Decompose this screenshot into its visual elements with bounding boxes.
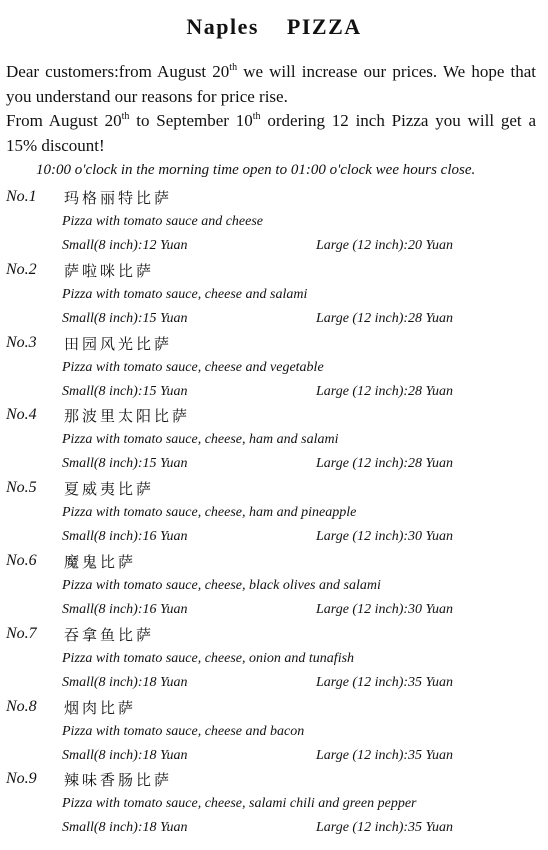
small-price: Small(8 inch):16 Yuan (62, 601, 188, 617)
item-name: 玛格丽特比萨 (64, 189, 173, 207)
small-price: Small(8 inch):15 Yuan (62, 456, 188, 472)
item-name: 辣味香肠比萨 (64, 771, 173, 790)
item-description: Pizza with tomato sauce, cheese, ham and pineapple (62, 505, 357, 521)
menu-item (0, 261, 548, 334)
menu-list (0, 188, 548, 843)
small-price: Small(8 inch):15 Yuan (62, 310, 188, 326)
large-price: Large (12 inch):20 Yuan (316, 238, 454, 253)
intro-text: From August 20 (6, 111, 122, 130)
item-description: Pizza with tomato sauce, cheese, black olives and salami (62, 577, 381, 593)
menu-item (0, 625, 548, 698)
intro-text: to September 10 (129, 111, 253, 130)
item-number: No.5 (6, 479, 37, 497)
small-price: Small(8 inch):12 Yuan (62, 238, 188, 253)
item-description: Pizza with tomato sauce, cheese, onion and tunafish (62, 650, 355, 666)
menu-item (0, 406, 548, 479)
page-title: Naples PIZZA (186, 14, 362, 39)
item-name: 吞拿鱼比萨 (64, 625, 155, 644)
small-price: Small(8 inch):18 Yuan (62, 747, 188, 763)
item-name: 田园风光比萨 (64, 334, 173, 353)
item-number: No.8 (6, 697, 37, 715)
item-description: Pizza with tomato sauce, cheese and bacon (62, 723, 305, 739)
menu-item (0, 770, 548, 843)
small-price: Small(8 inch):18 Yuan (62, 674, 188, 690)
intro-text: ordering 12 inch Pizza you will get a 15% discount! (6, 111, 536, 155)
ordinal-suffix: th (229, 62, 238, 73)
large-price: Large (12 inch):30 Yuan (316, 529, 454, 545)
menu-item (0, 479, 548, 552)
menu-item (0, 698, 548, 771)
large-price: Large (12 inch):28 Yuan (316, 383, 454, 399)
item-number: No.9 (6, 770, 37, 788)
large-price: Large (12 inch):35 Yuan (316, 674, 454, 690)
item-number: No.4 (6, 406, 37, 424)
small-price: Small(8 inch):18 Yuan (62, 820, 188, 836)
large-price: Large (12 inch):35 Yuan (316, 747, 454, 763)
item-number: No.2 (6, 260, 37, 278)
item-name: 那波里太阳比萨 (64, 407, 191, 426)
menu-item (0, 552, 548, 625)
item-name: 萨啦咪比萨 (64, 261, 155, 280)
item-name: 烟肉比萨 (64, 698, 137, 717)
ordinal-suffix: th (121, 111, 130, 122)
menu-item (0, 334, 548, 407)
item-number: No.1 (6, 188, 37, 205)
menu-item (0, 188, 548, 261)
large-price: Large (12 inch):30 Yuan (316, 601, 454, 617)
item-description: Pizza with tomato sauce and cheese (62, 214, 264, 229)
opening-hours: 10:00 o'clock in the morning time open to 01:00 o'clock wee hours close. (36, 162, 476, 178)
small-price: Small(8 inch):16 Yuan (62, 529, 188, 545)
item-description: Pizza with tomato sauce, cheese and salami (62, 286, 308, 302)
item-description: Pizza with tomato sauce, cheese, salami chili and green pepper (62, 796, 417, 812)
intro-notice (6, 60, 536, 158)
item-name: 魔鬼比萨 (64, 552, 137, 571)
item-number: No.6 (6, 551, 37, 569)
small-price: Small(8 inch):15 Yuan (62, 383, 188, 399)
item-description: Pizza with tomato sauce, cheese and vegetable (62, 359, 324, 375)
intro-text: Dear customers:from August 20 (6, 62, 230, 81)
large-price: Large (12 inch):28 Yuan (316, 456, 454, 472)
item-number: No.3 (6, 333, 37, 351)
large-price: Large (12 inch):28 Yuan (316, 310, 454, 326)
item-name: 夏威夷比萨 (64, 480, 155, 499)
ordinal-suffix: th (252, 111, 261, 122)
intro-text: we will increase our prices. We hope that you understand our reasons for price rise. (6, 62, 537, 106)
intro-paragraph-2 (6, 109, 536, 158)
item-number: No.7 (6, 624, 37, 642)
large-price: Large (12 inch):35 Yuan (316, 820, 454, 836)
intro-paragraph-1 (6, 60, 536, 109)
item-description: Pizza with tomato sauce, cheese, ham and salami (62, 432, 339, 448)
